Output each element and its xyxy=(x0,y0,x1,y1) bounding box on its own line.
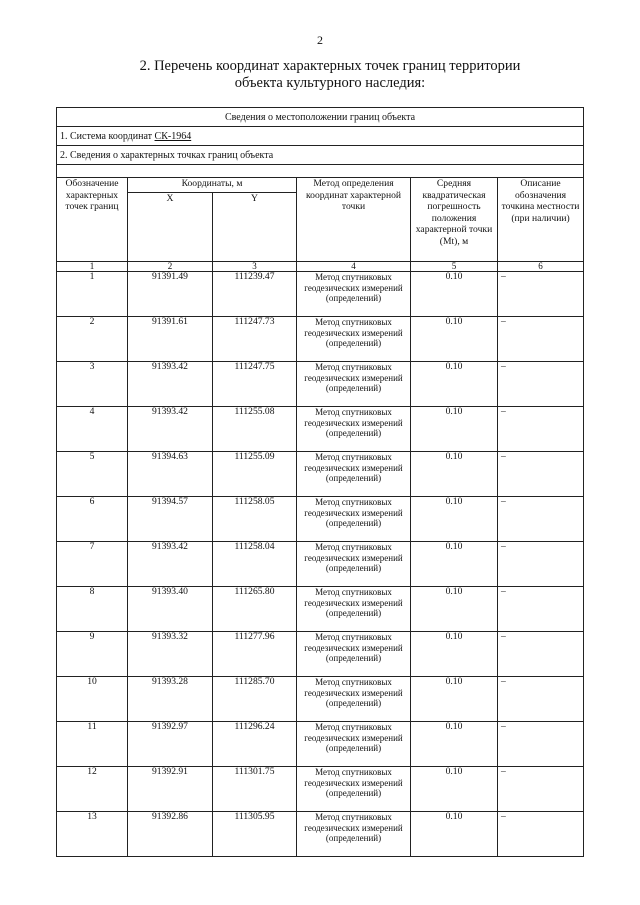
table-row xyxy=(57,587,584,632)
coord-system-row xyxy=(57,127,584,146)
y-cell: 111277.96 xyxy=(213,632,297,677)
document-title xyxy=(60,58,600,92)
method-cell: Метод спутниковых геодезических измерений (определений) xyxy=(297,812,411,857)
method-cell: Метод спутниковых геодезических измерений (определений) xyxy=(297,407,411,452)
error-cell: 0.10 xyxy=(411,452,498,497)
points-info-row xyxy=(57,146,584,165)
x-cell: 91392.91 xyxy=(128,767,213,812)
spacer-cell xyxy=(57,165,584,178)
point-cell: 6 xyxy=(57,497,128,542)
x-cell: 91393.28 xyxy=(128,677,213,722)
method-cell: Метод спутниковых геодезических измерений (определений) xyxy=(297,272,411,317)
method-cell: Метод спутниковых геодезических измерений (определений) xyxy=(297,722,411,767)
error-cell: 0.10 xyxy=(411,272,498,317)
x-cell: 91394.57 xyxy=(128,497,213,542)
point-cell: 9 xyxy=(57,632,128,677)
header-y: Y xyxy=(213,193,297,262)
x-cell: 91391.49 xyxy=(128,272,213,317)
error-cell: 0.10 xyxy=(411,317,498,362)
coord-system-label: 1. Система координат xyxy=(60,130,153,142)
point-cell: 11 xyxy=(57,722,128,767)
y-cell: 111247.73 xyxy=(213,317,297,362)
x-cell: 91392.97 xyxy=(128,722,213,767)
x-cell: 91393.42 xyxy=(128,542,213,587)
coord-system-value: СК-1964 xyxy=(154,130,192,142)
coordinates-table xyxy=(56,107,584,857)
error-cell: 0.10 xyxy=(411,767,498,812)
table-row xyxy=(57,542,584,587)
y-cell: 111285.70 xyxy=(213,677,297,722)
y-cell: 111255.09 xyxy=(213,452,297,497)
point-cell: 10 xyxy=(57,677,128,722)
table-row xyxy=(57,317,584,362)
method-cell: Метод спутниковых геодезических измерений (определений) xyxy=(297,632,411,677)
x-cell: 91391.61 xyxy=(128,317,213,362)
column-number: 2 xyxy=(128,262,213,272)
column-numbers-row xyxy=(57,262,584,272)
table-row xyxy=(57,452,584,497)
point-cell: 2 xyxy=(57,317,128,362)
y-cell: 111255.08 xyxy=(213,407,297,452)
error-cell: 0.10 xyxy=(411,497,498,542)
table-row xyxy=(57,632,584,677)
y-cell: 111247.75 xyxy=(213,362,297,407)
error-cell: 0.10 xyxy=(411,407,498,452)
spacer-row xyxy=(57,165,584,178)
desc-cell: – xyxy=(498,587,584,632)
y-cell: 111301.75 xyxy=(213,767,297,812)
table-row xyxy=(57,767,584,812)
y-cell: 111296.24 xyxy=(213,722,297,767)
section-title-row xyxy=(57,108,584,127)
desc-cell: – xyxy=(498,452,584,497)
x-cell: 91393.42 xyxy=(128,407,213,452)
points-info-label: 2. Сведения о характерных точках границ объекта xyxy=(57,146,584,165)
table-row xyxy=(57,497,584,542)
method-cell: Метод спутниковых геодезических измерений (определений) xyxy=(297,767,411,812)
point-cell: 8 xyxy=(57,587,128,632)
point-cell: 4 xyxy=(57,407,128,452)
x-cell: 91392.86 xyxy=(128,812,213,857)
coord-system-cell xyxy=(57,127,584,146)
header-row-top xyxy=(57,178,584,193)
header-x: X xyxy=(128,193,213,262)
table-row xyxy=(57,272,584,317)
desc-cell: – xyxy=(498,722,584,767)
method-cell: Метод спутниковых геодезических измерений (определений) xyxy=(297,677,411,722)
point-cell: 13 xyxy=(57,812,128,857)
point-cell: 12 xyxy=(57,767,128,812)
desc-cell: – xyxy=(498,812,584,857)
error-cell: 0.10 xyxy=(411,677,498,722)
desc-cell: – xyxy=(498,362,584,407)
table-row xyxy=(57,407,584,452)
section-title: Сведения о местоположении границ объекта xyxy=(57,108,584,127)
point-cell: 5 xyxy=(57,452,128,497)
x-cell: 91393.42 xyxy=(128,362,213,407)
method-cell: Метод спутниковых геодезических измерений (определений) xyxy=(297,497,411,542)
point-cell: 3 xyxy=(57,362,128,407)
desc-cell: – xyxy=(498,542,584,587)
x-cell: 91393.40 xyxy=(128,587,213,632)
header-point: Обозначение характерных точек границ xyxy=(57,178,128,262)
column-number: 6 xyxy=(498,262,584,272)
error-cell: 0.10 xyxy=(411,632,498,677)
point-cell: 1 xyxy=(57,272,128,317)
desc-cell: – xyxy=(498,317,584,362)
table-row xyxy=(57,812,584,857)
y-cell: 111258.05 xyxy=(213,497,297,542)
header-method: Метод определения координат характерной точки xyxy=(297,178,411,262)
table-row xyxy=(57,677,584,722)
method-cell: Метод спутниковых геодезических измерений (определений) xyxy=(297,542,411,587)
desc-cell: – xyxy=(498,677,584,722)
error-cell: 0.10 xyxy=(411,587,498,632)
desc-cell: – xyxy=(498,767,584,812)
table-row xyxy=(57,362,584,407)
y-cell: 111265.80 xyxy=(213,587,297,632)
column-number: 5 xyxy=(411,262,498,272)
header-coords: Координаты, м xyxy=(128,178,297,193)
y-cell: 111305.95 xyxy=(213,812,297,857)
x-cell: 91394.63 xyxy=(128,452,213,497)
method-cell: Метод спутниковых геодезических измерений (определений) xyxy=(297,587,411,632)
method-cell: Метод спутниковых геодезических измерений (определений) xyxy=(297,317,411,362)
error-cell: 0.10 xyxy=(411,722,498,767)
title-line-2: объекта культурного наследия: xyxy=(234,75,426,91)
error-cell: 0.10 xyxy=(411,812,498,857)
y-cell: 111258.04 xyxy=(213,542,297,587)
table-row xyxy=(57,722,584,767)
method-cell: Метод спутниковых геодезических измерений (определений) xyxy=(297,452,411,497)
y-cell: 111239.47 xyxy=(213,272,297,317)
desc-cell: – xyxy=(498,497,584,542)
desc-cell: – xyxy=(498,632,584,677)
title-line-1: 2. Перечень координат характерных точек границ территории xyxy=(139,58,521,74)
desc-cell: – xyxy=(498,272,584,317)
desc-cell: – xyxy=(498,407,584,452)
column-number: 3 xyxy=(213,262,297,272)
method-cell: Метод спутниковых геодезических измерений (определений) xyxy=(297,362,411,407)
header-desc: Описание обозначения точкина местности (при наличии) xyxy=(498,178,584,262)
column-number: 1 xyxy=(57,262,128,272)
x-cell: 91393.32 xyxy=(128,632,213,677)
point-cell: 7 xyxy=(57,542,128,587)
error-cell: 0.10 xyxy=(411,362,498,407)
header-error: Средняя квадратическая погрешность положения характерной точки (Mt), м xyxy=(411,178,498,262)
column-number: 4 xyxy=(297,262,411,272)
error-cell: 0.10 xyxy=(411,542,498,587)
page-number: 2 xyxy=(317,33,323,47)
